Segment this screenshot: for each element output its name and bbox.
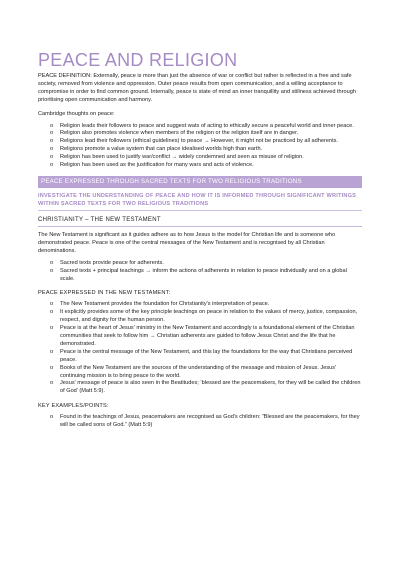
expressed-heading: PEACE EXPRESSED IN THE NEW TESTAMENT: bbox=[38, 290, 171, 297]
list-item: o Peace is the central message of the New Testament, and this lay the foundations for the way that Christians perceived peace. bbox=[50, 349, 362, 365]
list-item: o Found in the teachings of Jesus, peacemakers are recognised as God's children: “Blessed are the peacemakers, for they will be called sons of God.” (Matt 5:9) bbox=[50, 414, 362, 430]
list-item: o Jesus' message of peace is also seen in the Beatitudes; ‘blessed are the peacemakers, for they will be called the children of God’ (Matt 5:9). bbox=[50, 380, 362, 396]
list-item: o Sacred texts + principal teachings → inform the actions of adherents in relation to peace individually and on a global scale. bbox=[50, 268, 362, 284]
section-banner: PEACE EXPRESSED THROUGH SACRED TEXTS FOR TWO RELIGIOUS TRADITIONS bbox=[38, 176, 362, 188]
list-item: o Sacred texts provide peace for adherents. bbox=[50, 260, 362, 268]
list-item: o The New Testament provides the foundation for Christianity's interpretation of peace. bbox=[50, 301, 362, 309]
list-item: o Religion has been used as the justification for many wars and acts of violence. bbox=[50, 162, 362, 170]
nt-list bbox=[38, 260, 362, 284]
cambridge-heading: Cambridge thoughts on peace: bbox=[38, 110, 115, 117]
expressed-list bbox=[38, 301, 362, 396]
peace-definition: PEACE DEFINITION: Externally, peace is more than just the absence of war or conflict but rather is reflected in a free and safe society, removed from violence and oppression. Outer peace results from open communication, and a willing acceptance to compromise in order to find common ground. Internally, peace is state of mind an inner tranquillity and stillness achieved through prioritising open communication and harmony. bbox=[38, 73, 356, 103]
christianity-heading: CHRISTIANITY – THE NEW TESTAMENT bbox=[38, 216, 362, 227]
list-item: o Religion has been used to justify war/conflict → widely condemned and seen as misuse of religion. bbox=[50, 154, 362, 162]
list-item: o It explicitly provides some of the key principle teachings on peace in relation to the values of mercy, justice, compassion, respect, and dignity for the human person. bbox=[50, 309, 362, 325]
page-title: PEACE AND RELIGION bbox=[38, 50, 238, 70]
list-item: o Religions promote a value system that can place idealised worlds high than earth. bbox=[50, 146, 362, 154]
cambridge-list bbox=[38, 123, 362, 170]
list-item: o Religion leads their followers to peace and suggest wats of acting to ethically secure a peaceful world and inner peace. bbox=[50, 123, 362, 131]
key-examples-list bbox=[38, 414, 362, 430]
key-examples-heading: KEY EXAMPLES/POINTS: bbox=[38, 403, 109, 410]
nt-intro: The New Testament is significant as it guides adhere as to how Jesus is the model for Christian life and is someone who demonstrated peace. Peace is one of the central messages of the New Testament and is recognised by all Christian denominations. bbox=[38, 231, 336, 254]
list-item: o Religions lead their followers (ethical guidelines) to peace → However, it might not be practiced by all adherents. bbox=[50, 138, 362, 146]
list-item: o Books of the New Testament are the sources of the understanding of the message and mission of Jesus. Jesus' continuing mission is to bring peace to the world. bbox=[50, 365, 362, 381]
section-sub-banner: INVESTIGATE THE UNDERSTANDING OF PEACE AND HOW IT IS INFORMED THROUGH SIGNIFICANT WRITINGS WITHIN SACRED TEXTS FOR TWO RELIGIOUS TRADITIONS bbox=[38, 192, 362, 211]
list-item: o Peace is at the heart of Jesus' ministry in the New Testament and accordingly is a foundational element of the Christian communities that seek to follow him → Christian adherents are guided to follow Jesus Christ and the life that he demonstrated. bbox=[50, 325, 362, 349]
list-item: o Religion also promotes violence when members of the religion or the religion itself are in danger. bbox=[50, 130, 362, 138]
